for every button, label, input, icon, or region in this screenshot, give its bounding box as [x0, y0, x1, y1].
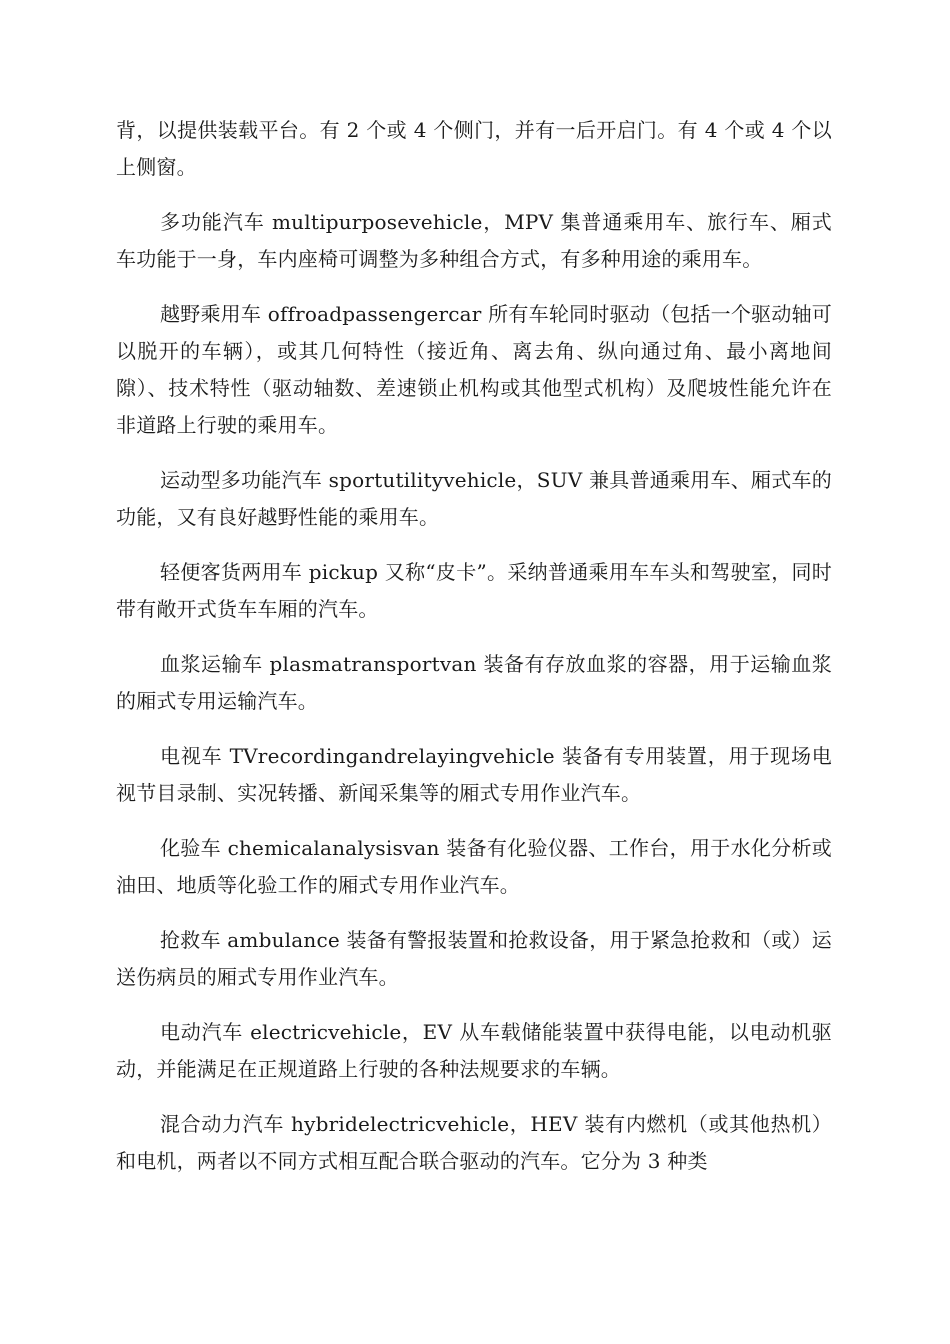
paragraph-offroad-passenger-car: 越野乘用车 offroadpassengercar 所有车轮同时驱动（包括一个驱动轴可以脱开的车辆），或其几何特性（接近角、离去角、纵向通过角、最小离地间隙）、技术特性（驱动轴数、差速锁止机构或其他型式机构）及爬坡性能允许在非道路上行驶的乘用车。: [116, 302, 832, 437]
paragraph-chemical-analysis-van: 化验车 chemicalanalysisvan 装备有化验仪器、工作台，用于水化分析或油田、地质等化验工作的厢式专用作业汽车。: [116, 836, 832, 897]
paragraph-electric-vehicle: 电动汽车 electricvehicle，EV 从车载储能装置中获得电能，以电动机驱动，并能满足在正规道路上行驶的各种法规要求的车辆。: [116, 1020, 832, 1081]
document-body: [116, 112, 832, 1198]
paragraph-plasma-transport-van: 血浆运输车 plasmatransportvan 装备有存放血浆的容器，用于运输血浆的厢式专用运输汽车。: [116, 652, 832, 713]
paragraph-pickup: 轻便客货两用车 pickup 又称“皮卡”。采纳普通乘用车车头和驾驶室，同时带有敞开式货车车厢的汽车。: [116, 560, 832, 621]
paragraph-hybrid-electric-vehicle: 混合动力汽车 hybridelectricvehicle，HEV 装有内燃机（或其他热机）和电机，两者以不同方式相互配合联合驱动的汽车。它分为 3 种类: [116, 1112, 832, 1173]
paragraph-suv: 运动型多功能汽车 sportutilityvehicle，SUV 兼具普通乘用车、厢式车的功能，又有良好越野性能的乘用车。: [116, 468, 832, 529]
paragraph-ambulance: 抢救车 ambulance 装备有警报装置和抢救设备，用于紧急抢救和（或）运送伤病员的厢式专用作业汽车。: [116, 928, 832, 989]
paragraph-tv-vehicle: 电视车 TVrecordingandrelayingvehicle 装备有专用装置，用于现场电视节目录制、实况转播、新闻采集等的厢式专用作业汽车。: [116, 744, 832, 805]
paragraph-mpv: 多功能汽车 multipurposevehicle，MPV 集普通乘用车、旅行车、厢式车功能于一身，车内座椅可调整为多种组合方式，有多种用途的乘用车。: [116, 210, 832, 271]
paragraph-continuation: 背，以提供装载平台。有 2 个或 4 个侧门，并有一后开启门。有 4 个或 4 个以上侧窗。: [116, 118, 832, 179]
